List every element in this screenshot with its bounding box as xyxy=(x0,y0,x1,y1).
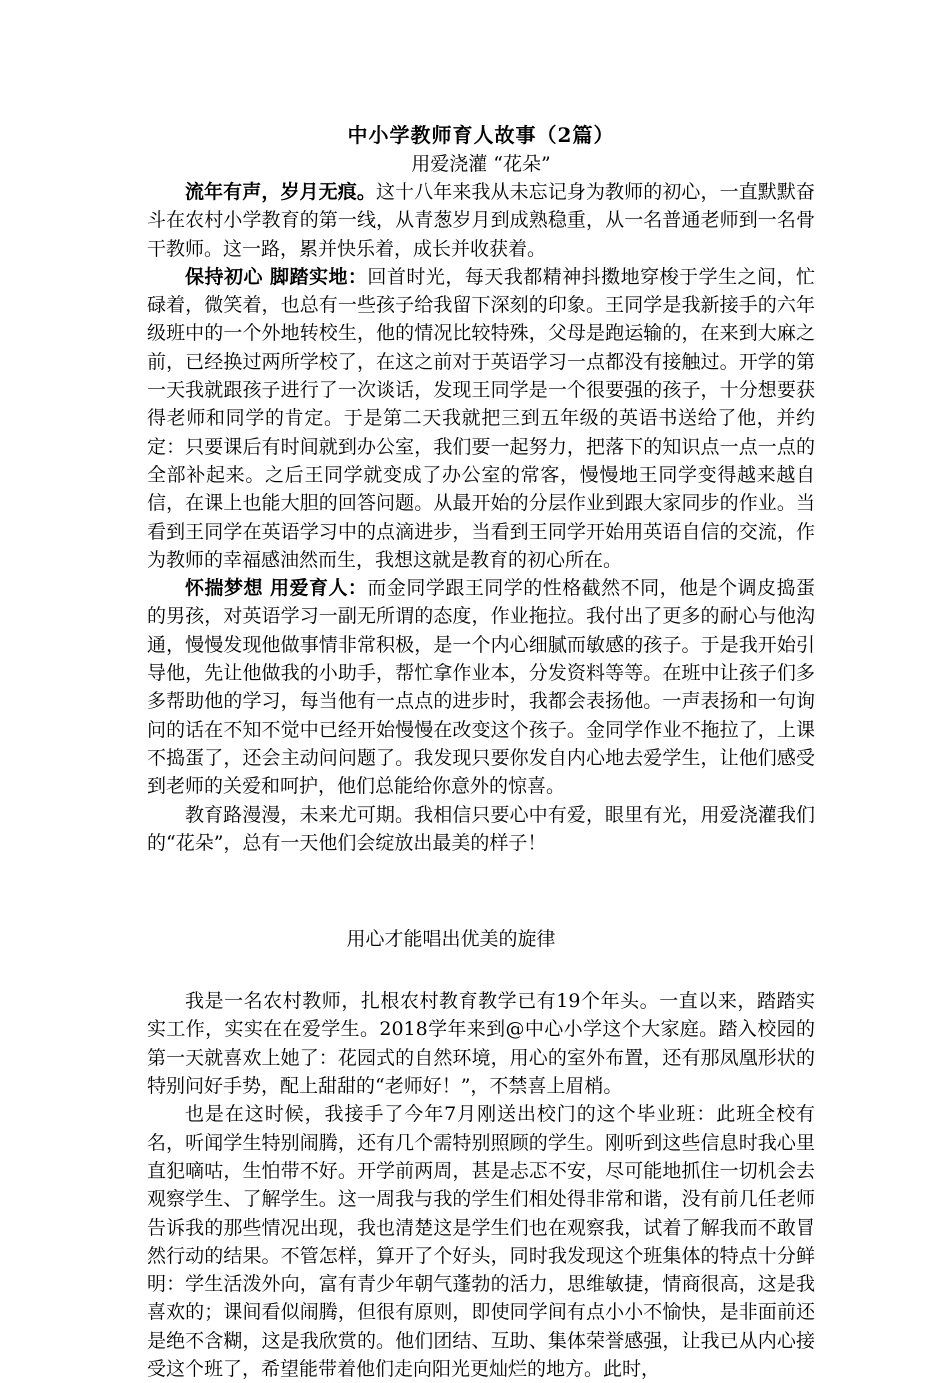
story1-paragraph-3 xyxy=(147,574,815,800)
story1-paragraph-2-lead: 保持初心 脚踏实地： xyxy=(185,265,368,288)
story1-paragraph-1 xyxy=(147,178,815,263)
document-title: 中小学教师育人故事（2篇） xyxy=(347,123,615,147)
story2-paragraph-2: 也是在这时候，我接手了今年7月刚送出校门的这个毕业班：此班全校有名，听闻学生特别闹腾，还有几个需特别照顾的学生。刚听到这些信息时我心里直犯嘀咕，生怕带不好。开学前两周，甚是忐忑不安，尽可能地抓住一切机会去观察学生、了解学生。这一周我与我的学生们相处得非常和谐，没有前几任老师告诉我的那些情况出现，我也清楚这是学生们也在观察我，试着了解我而不敢冒然行动的结果。不管怎样，算开了个好头，同时我发现这个班集体的特点十分鲜明：学生活泼外向，富有青少年朝气蓬勃的活力，思维敏捷，情商很高，这是我喜欢的；课间看似闹腾，但很有原则，即使同学间有点小小不愉快，是非面前还是绝不含糊，这是我欣赏的。他们团结、互助、集体荣誉感强，让我已从内心接受这个班了，希望能带着他们走向阳光更灿烂的地方。此时， xyxy=(147,1103,815,1380)
story1-paragraph-2-text: 回首时光，每天我都精神抖擞地穿梭于学生之间，忙碌着，微笑着，也总有一些孩子给我留下深刻的印象。王同学是我新接手的六年级班中的一个外地转校生，他的情况比较特殊，父母是跑运输的，在来到大麻之前，已经换过两所学校了，在这之前对于英语学习一点都没有接触过。开学的第一天我就跟孩子进行了一次谈话，发现王同学是一个很要强的孩子，十分想要获得老师和同学的肯定。于是第二天我就把三到五年级的英语书送给了他，并约定：只要课后有时间就到办公室，我们要一起努力，把落下的知识点一点一点的全部补起来。之后王同学就变成了办公室的常客，慢慢地王同学变得越来越自信，在课上也能大胆的回答问题。从最开始的分层作业到跟大家同步的作业。当看到王同学在英语学习中的点滴进步，当看到王同学开始用英语自信的交流，作为教师的幸福感油然而生，我想这就是教育的初心所在。 xyxy=(147,265,815,571)
story1-paragraph-2 xyxy=(147,263,815,574)
story1-paragraph-1-lead: 流年有声，岁月无痕。 xyxy=(185,181,376,203)
story1-paragraph-1-text: 这十八年来我从未忘记身为教师的初心，一直默默奋斗在农村小学教育的第一线，从青葱岁月到成熟稳重，从一名普通老师到一名骨干教师。这一路，累并快乐着，成长并收获着。 xyxy=(147,181,815,260)
story2-paragraph-1: 我是一名农村教师，扎根农村教育教学已有19个年头。一直以来，踏踏实实工作，实实在在爱学生。2018学年来到@中心小学这个大家庭。踏入校园的第一天就喜欢上她了：花园式的自然环境，用心的室外布置，还有那凤凰形状的特别问好手势，配上甜甜的“老师好！”，不禁喜上眉梢。 xyxy=(147,990,815,1098)
story1-paragraph-4: 教育路漫漫，未来尤可期。我相信只要心中有爱，眼里有光，用爱浇灌我们的“花朵”，总有一天他们会绽放出最美的样子！ xyxy=(147,803,815,854)
story1-subtitle: 用爱浇灌 “花朵” xyxy=(411,153,551,175)
story1-paragraph-3-text: 而金同学跟王同学的性格截然不同，他是个调皮捣蛋的男孩，对英语学习一副无所谓的态度，作业拖拉。我付出了更多的耐心与他沟通，慢慢发现他做事情非常积极，是一个内心细腻而敏感的孩子。于是我开始引导他，先让他做我的小助手，帮忙拿作业本，分发资料等等。在班中让孩子们多多帮助他的学习，每当他有一点点的进步时，我都会表扬他。一声表扬和一句询问的话在不知不觉中已经开始慢慢在改变这个孩子。金同学作业不拖拉了，上课不捣蛋了，还会主动问问题了。我发现只要你发自内心地去爱学生，让他们感受到老师的关爱和呵护，他们总能给你意外的惊喜。 xyxy=(147,577,815,798)
section-gap xyxy=(147,857,815,925)
story2-title: 用心才能唱出优美的旋律 xyxy=(346,928,556,951)
story1-paragraph-3-lead: 怀揣梦想 用爱育人： xyxy=(185,577,368,600)
title-gap xyxy=(147,953,815,987)
document-page xyxy=(147,120,815,1383)
